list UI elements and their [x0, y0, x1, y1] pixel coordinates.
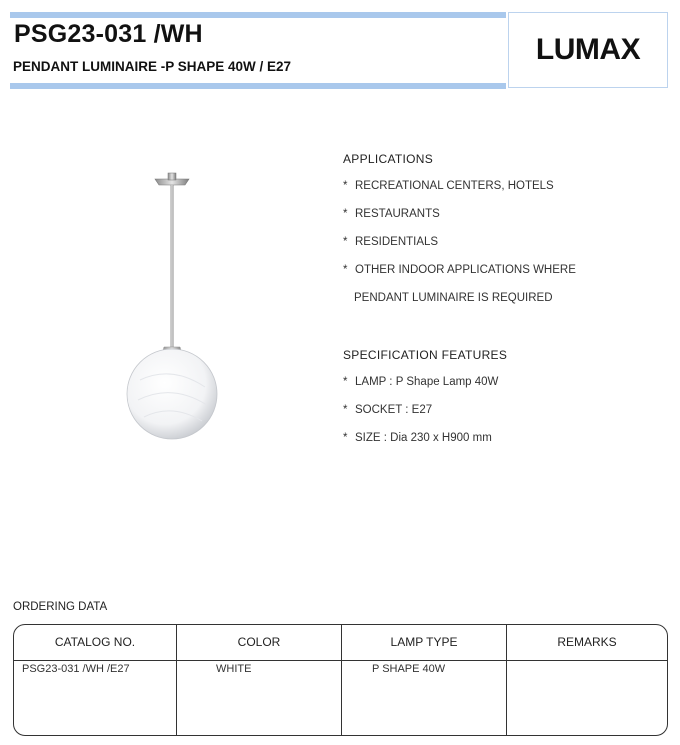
application-item: * RESTAURANTS: [343, 208, 440, 220]
application-item: * RESIDENTIALS: [343, 236, 439, 248]
specification-title: SPECIFICATION FEATURES: [343, 348, 508, 362]
application-item-continuation: PENDANT LUMINAIRE IS REQUIRED: [354, 292, 553, 304]
pendant-lamp-illustration: [110, 165, 240, 450]
spec-item: * SOCKET : E27: [343, 404, 433, 416]
column-header-lamp-type: LAMP TYPE: [390, 635, 458, 649]
application-item: * OTHER INDOOR APPLICATIONS WHERE: [343, 264, 576, 276]
brand-logo: LUMAX: [535, 33, 641, 66]
applications-title: APPLICATIONS: [343, 152, 434, 166]
product-subtitle: PENDANT LUMINAIRE -P SHAPE 40W / E27: [13, 59, 292, 74]
column-header-remarks: REMARKS: [557, 635, 617, 649]
table-header-divider: [14, 660, 667, 661]
application-item: * RECREATIONAL CENTERS, HOTELS: [343, 180, 554, 192]
ordering-data-label: ORDERING DATA: [13, 601, 108, 613]
spec-item: * LAMP : P Shape Lamp 40W: [343, 376, 499, 388]
cell-lamp-type: P SHAPE 40W: [372, 663, 446, 675]
spec-item: * SIZE : Dia 230 x H900 mm: [343, 432, 492, 444]
cell-catalog-no: PSG23-031 /WH /E27: [22, 663, 130, 675]
cell-color: WHITE: [216, 663, 252, 675]
header-accent-bar-bottom: [10, 83, 506, 89]
header-accent-bar-top: [10, 12, 506, 18]
column-header-catalog: CATALOG NO.: [54, 635, 136, 649]
column-header-color: COLOR: [237, 635, 281, 649]
brand-logo-box: [508, 12, 668, 88]
ordering-table: [13, 624, 668, 736]
product-title: PSG23-031 /WH: [14, 20, 203, 48]
